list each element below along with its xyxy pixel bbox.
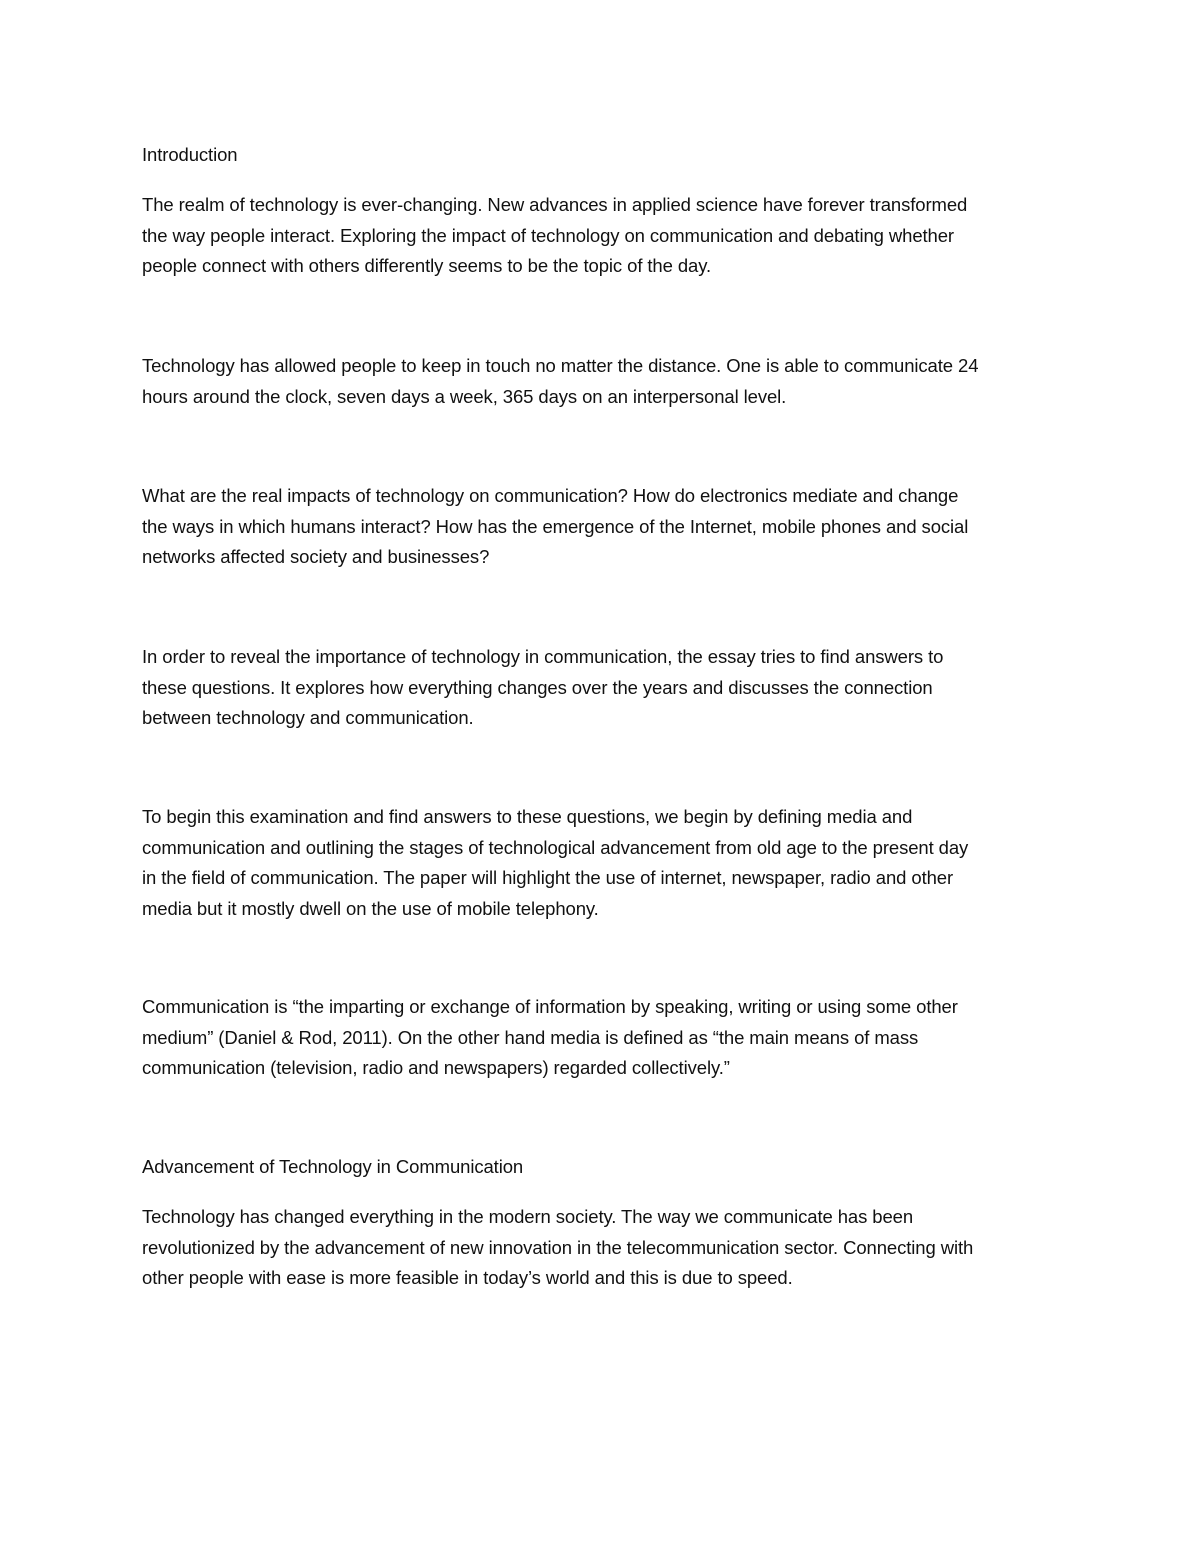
- heading-text: Advancement of Technology in Communication: [142, 1156, 524, 1177]
- paragraph-line: Technology has allowed people to keep in touch no matter the distance. One is able to communicate 24: [142, 355, 979, 376]
- heading-text: Introduction: [142, 144, 238, 165]
- paragraph-line: revolutionized by the advancement of new innovation in the telecommunication sector. Connecting with: [142, 1236, 974, 1258]
- section-heading-introduction: [142, 140, 1067, 171]
- paragraph-line: In order to reveal the importance of technology in communication, the essay tries to find answers to: [142, 646, 944, 667]
- paragraph-2: [142, 351, 1067, 412]
- paragraph-3: [142, 481, 1067, 573]
- paragraph-line: in the field of communication. The paper will highlight the use of internet, newspaper, radio and other: [142, 867, 954, 888]
- paragraph-1: [142, 190, 1067, 282]
- paragraph-line: Technology has changed everything in the modern society. The way we communicate has been: [142, 1206, 914, 1227]
- paragraph-line: To begin this examination and find answers to these questions, we begin by defining media and: [142, 806, 913, 827]
- paragraph-line: the ways in which humans interact? How has the emergence of the Internet, mobile phones and social: [142, 515, 969, 537]
- paragraph-line: What are the real impacts of technology on communication? How do electronics mediate and change: [142, 485, 959, 506]
- paragraph-line: other people with ease is more feasible in today’s world and this is due to speed.: [142, 1267, 793, 1288]
- paragraph-line: people connect with others differently seems to be the topic of the day.: [142, 255, 712, 276]
- paragraph-4: [142, 642, 1067, 734]
- paragraph-line: communication (television, radio and newspapers) regarded collectively.”: [142, 1057, 730, 1078]
- paragraph-7: [142, 1202, 1067, 1294]
- paragraph-line: hours around the clock, seven days a week, 365 days on an interpersonal level.: [142, 385, 787, 407]
- paragraph-line: these questions. It explores how everything changes over the years and discusses the connection: [142, 676, 933, 698]
- paragraph-line: communication and outlining the stages of technological advancement from old age to the present day: [142, 836, 969, 858]
- paragraph-line: medium” (Daniel & Rod, 2011). On the other hand media is defined as “the main means of mass: [142, 1026, 919, 1048]
- paragraph-line: between technology and communication.: [142, 707, 474, 728]
- paragraph-6: [142, 992, 1067, 1084]
- paragraph-line: Communication is “the imparting or exchange of information by speaking, writing or using some other: [142, 996, 958, 1017]
- paragraph-line: The realm of technology is ever-changing. New advances in applied science have forever transformed: [142, 194, 968, 215]
- paragraph-line: the way people interact. Exploring the impact of technology on communication and debating whether: [142, 224, 954, 246]
- paragraph-5: [142, 802, 1067, 924]
- section-heading-advancement: [142, 1152, 1067, 1183]
- paragraph-line: networks affected society and businesses?: [142, 546, 490, 567]
- paragraph-line: media but it mostly dwell on the use of mobile telephony.: [142, 897, 599, 919]
